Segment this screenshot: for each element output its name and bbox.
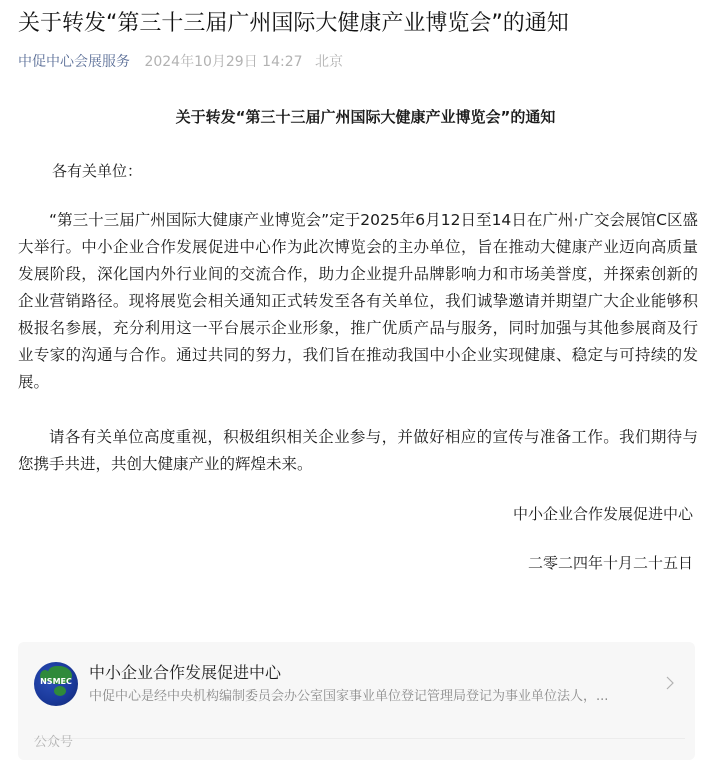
avatar-logo-text: NSMEC [40, 677, 72, 686]
globe-land-shape [54, 686, 66, 696]
account-card-profile[interactable] [18, 642, 695, 726]
document-title: 关于转发“第三十三届广州国际大健康产业博览会”的通知 [175, 108, 556, 126]
signature-organization: 中小企业合作发展促进中心 [512, 505, 693, 523]
account-avatar [34, 662, 78, 706]
body-paragraph: 请各有关单位高度重视，积极组织相关企业参与，并做好相应的宣传与准备工作。我们期待与您携手共进，共创大健康产业的辉煌未来。 [18, 428, 698, 473]
page-title: 关于转发“第三十三届广州国际大健康产业博览会”的通知 [18, 11, 569, 36]
salutation: 各有关单位： [52, 162, 143, 180]
article-meta [18, 52, 343, 72]
account-name-link[interactable]: 中促中心会展服务 [18, 54, 130, 70]
account-card[interactable] [18, 642, 695, 760]
account-card-description: 中促中心是经中央机构编制委员会办公室国家事业单位登记管理局登记为事业单位法人，... [89, 689, 609, 704]
signature-date: 二零二四年十月二十五日 [527, 554, 693, 572]
card-divider [34, 738, 685, 739]
chevron-right-icon[interactable] [663, 674, 677, 694]
body-paragraph: “第三十三届广州国际大健康产业博览会”定于2025年6月12日至14日在广州·广交会展馆C区盛大举行。中小企业合作发展促进中心作为此次博览会的主办单位，旨在推动大健康产业迈向高质量发展阶段，深化国内外行业间的交流合作，助力企业提升品牌影响力和市场美誉度，并探索创新的企业营销路径。现将展览会相关通知正式转发至各有关单位，我们诚挚邀请并期望广大企业能够积极报名参展，充分利用这一平台展示企业形象，推广优质产品与服务，同时加强与其他参展商及行业专家的沟通与合作。通过共同的努力，我们旨在推动我国中小企业实现健康、稳定与可持续的发展。 [18, 211, 698, 391]
publish-location: 北京 [314, 54, 343, 70]
account-card-name: 中小企业合作发展促进中心 [89, 663, 282, 682]
publish-date: 2024年10月29日 14:27 [144, 54, 303, 70]
account-type-text: 公众号 [34, 735, 74, 750]
account-type-label [34, 734, 73, 752]
